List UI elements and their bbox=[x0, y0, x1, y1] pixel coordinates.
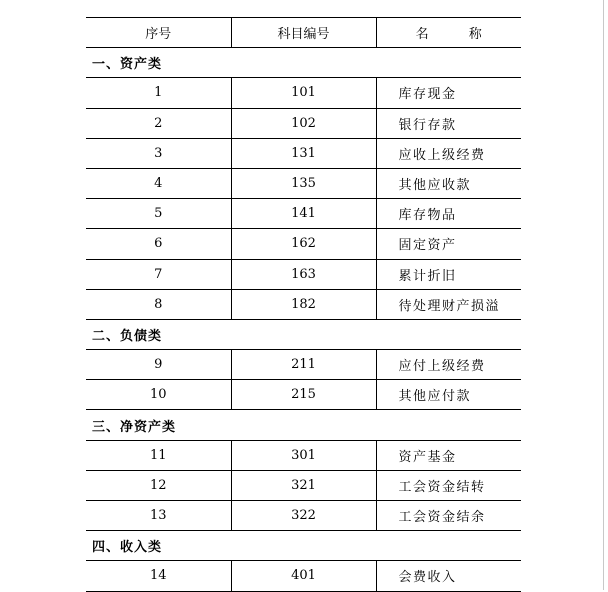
table-row bbox=[86, 501, 521, 531]
code-cell: 321 bbox=[231, 470, 376, 500]
header-code: 科目编号 bbox=[231, 18, 376, 48]
code-cell: 322 bbox=[231, 501, 376, 531]
table-body bbox=[86, 48, 521, 591]
name-cell: 应收上级经费 bbox=[376, 138, 521, 168]
seq-cell: 7 bbox=[86, 259, 231, 289]
category-row bbox=[86, 48, 521, 78]
category-row bbox=[86, 531, 521, 561]
name-cell: 固定资产 bbox=[376, 229, 521, 259]
code-cell: 131 bbox=[231, 138, 376, 168]
category-title: 四、收入类 bbox=[86, 531, 521, 561]
seq-cell: 13 bbox=[86, 501, 231, 531]
code-cell: 301 bbox=[231, 440, 376, 470]
seq-cell: 11 bbox=[86, 440, 231, 470]
table-row bbox=[86, 470, 521, 500]
table-row bbox=[86, 440, 521, 470]
code-cell: 102 bbox=[231, 108, 376, 138]
seq-cell: 10 bbox=[86, 380, 231, 410]
name-cell: 应付上级经费 bbox=[376, 350, 521, 380]
category-row bbox=[86, 410, 521, 440]
table-row bbox=[86, 380, 521, 410]
seq-cell: 3 bbox=[86, 138, 231, 168]
name-cell: 银行存款 bbox=[376, 108, 521, 138]
header-name: 名 称 bbox=[376, 18, 521, 48]
seq-cell: 4 bbox=[86, 168, 231, 198]
seq-cell: 12 bbox=[86, 470, 231, 500]
code-cell: 141 bbox=[231, 199, 376, 229]
seq-cell: 6 bbox=[86, 229, 231, 259]
code-cell: 182 bbox=[231, 289, 376, 319]
code-cell: 401 bbox=[231, 561, 376, 591]
name-cell: 会费收入 bbox=[376, 561, 521, 591]
category-title: 二、负债类 bbox=[86, 319, 521, 349]
name-cell: 工会资金结转 bbox=[376, 470, 521, 500]
category-title: 三、净资产类 bbox=[86, 410, 521, 440]
name-cell: 资产基金 bbox=[376, 440, 521, 470]
code-cell: 163 bbox=[231, 259, 376, 289]
table-row bbox=[86, 78, 521, 108]
table-row bbox=[86, 561, 521, 591]
name-cell: 累计折旧 bbox=[376, 259, 521, 289]
name-cell: 库存现金 bbox=[376, 78, 521, 108]
name-cell: 工会资金结余 bbox=[376, 501, 521, 531]
code-cell: 135 bbox=[231, 168, 376, 198]
header-seq: 序号 bbox=[86, 18, 231, 48]
accounts-table bbox=[86, 17, 521, 592]
table-row bbox=[86, 289, 521, 319]
table-row bbox=[86, 199, 521, 229]
seq-cell: 14 bbox=[86, 561, 231, 591]
table-row bbox=[86, 350, 521, 380]
name-cell: 其他应付款 bbox=[376, 380, 521, 410]
table-row bbox=[86, 108, 521, 138]
code-cell: 101 bbox=[231, 78, 376, 108]
page-edge-line bbox=[603, 0, 604, 590]
code-cell: 215 bbox=[231, 380, 376, 410]
seq-cell: 9 bbox=[86, 350, 231, 380]
table-row bbox=[86, 168, 521, 198]
code-cell: 211 bbox=[231, 350, 376, 380]
table-row bbox=[86, 138, 521, 168]
seq-cell: 8 bbox=[86, 289, 231, 319]
name-cell: 库存物品 bbox=[376, 199, 521, 229]
name-cell: 其他应收款 bbox=[376, 168, 521, 198]
name-cell: 待处理财产损溢 bbox=[376, 289, 521, 319]
table-row bbox=[86, 259, 521, 289]
seq-cell: 1 bbox=[86, 78, 231, 108]
seq-cell: 2 bbox=[86, 108, 231, 138]
category-row bbox=[86, 319, 521, 349]
category-title: 一、资产类 bbox=[86, 48, 521, 78]
table-row bbox=[86, 229, 521, 259]
table-header bbox=[86, 18, 521, 48]
header-row bbox=[86, 18, 521, 48]
code-cell: 162 bbox=[231, 229, 376, 259]
seq-cell: 5 bbox=[86, 199, 231, 229]
